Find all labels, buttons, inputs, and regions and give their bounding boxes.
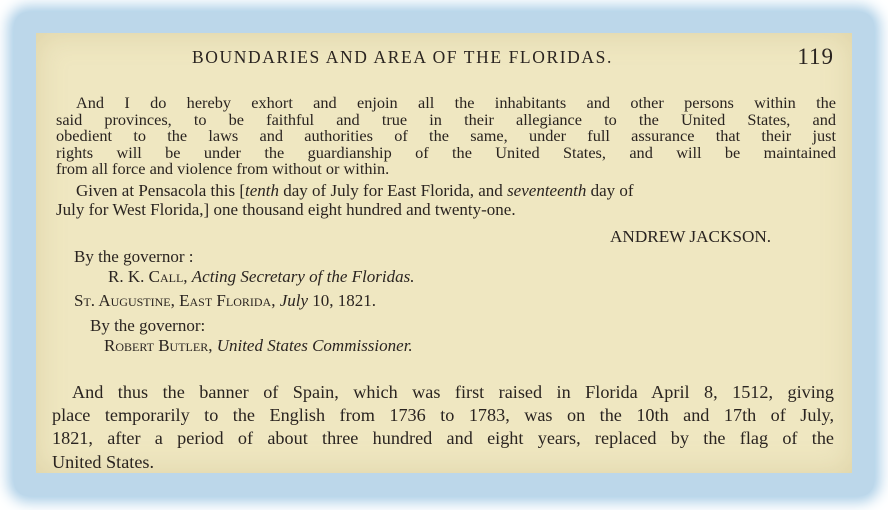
given-tenth: tenth: [245, 181, 280, 200]
proclamation-line: from all force and violence from without or within.: [56, 159, 390, 178]
closing-line: United States.: [52, 451, 155, 472]
running-head: [36, 44, 852, 71]
attestation-secretary: [74, 247, 414, 286]
by-governor-label: By the governor:: [90, 316, 206, 335]
given-line: July for West Florida,] one thousand eight hundred and twenty-one.: [56, 200, 516, 219]
commissioner-line: [90, 336, 413, 356]
dateline-line: [74, 291, 376, 311]
given-text: day of July for East Florida, and: [279, 181, 508, 200]
given-seventeenth: seventeenth: [507, 181, 587, 200]
proclamation-line: rights will be under the guardianship of the United States, and will be maintained: [56, 142, 836, 162]
given-line: [56, 181, 836, 200]
secretary-title: Acting Secretary of the Floridas.: [191, 266, 415, 286]
given-text: Given at Pensacola this [: [76, 181, 246, 200]
page-number: 119: [797, 44, 834, 69]
given-text: day of: [586, 181, 634, 200]
dateline-month: July: [279, 291, 309, 310]
attestation-commissioner: [90, 316, 413, 355]
dateline-place: St. Augustine, East Florida,: [74, 291, 276, 310]
dateline-rest: 10, 1821.: [308, 291, 377, 310]
proclamation-line: obedient to the laws and authorities of the same, under full assurance that their just: [56, 126, 836, 145]
secretary-name: R. K. Call,: [108, 266, 188, 286]
closing-paragraph: [52, 381, 834, 474]
running-title: BOUNDARIES AND AREA OF THE FLORIDAS.: [192, 47, 613, 67]
by-governor-label: By the governor :: [74, 247, 194, 266]
given-paragraph: [56, 181, 836, 219]
closing-line: place temporarily to the English from 1736 to 1783, was on the 10th and 17th of July,: [52, 405, 834, 426]
dateline: [74, 291, 376, 311]
closing-line: And thus the banner of Spain, which was first raised in Florida April 8, 1512, giving: [72, 382, 834, 402]
proclamation-paragraph: [56, 95, 836, 178]
proclamation-line: And I do hereby exhort and enjoin all the inhabitants and other persons within the: [76, 93, 836, 112]
closing-line: 1821, after a period of about three hundred and eight years, replaced by the flag of the: [52, 428, 834, 449]
proclamation-line: said provinces, to be faithful and true in their allegiance to the United States, and: [56, 109, 836, 129]
book-page: [36, 33, 852, 473]
secretary-line: [74, 267, 414, 287]
commissioner-title: United States Commissioner.: [216, 335, 413, 355]
commissioner-name: Robert Butler,: [104, 335, 213, 355]
signature: ANDREW JACKSON.: [610, 227, 772, 246]
